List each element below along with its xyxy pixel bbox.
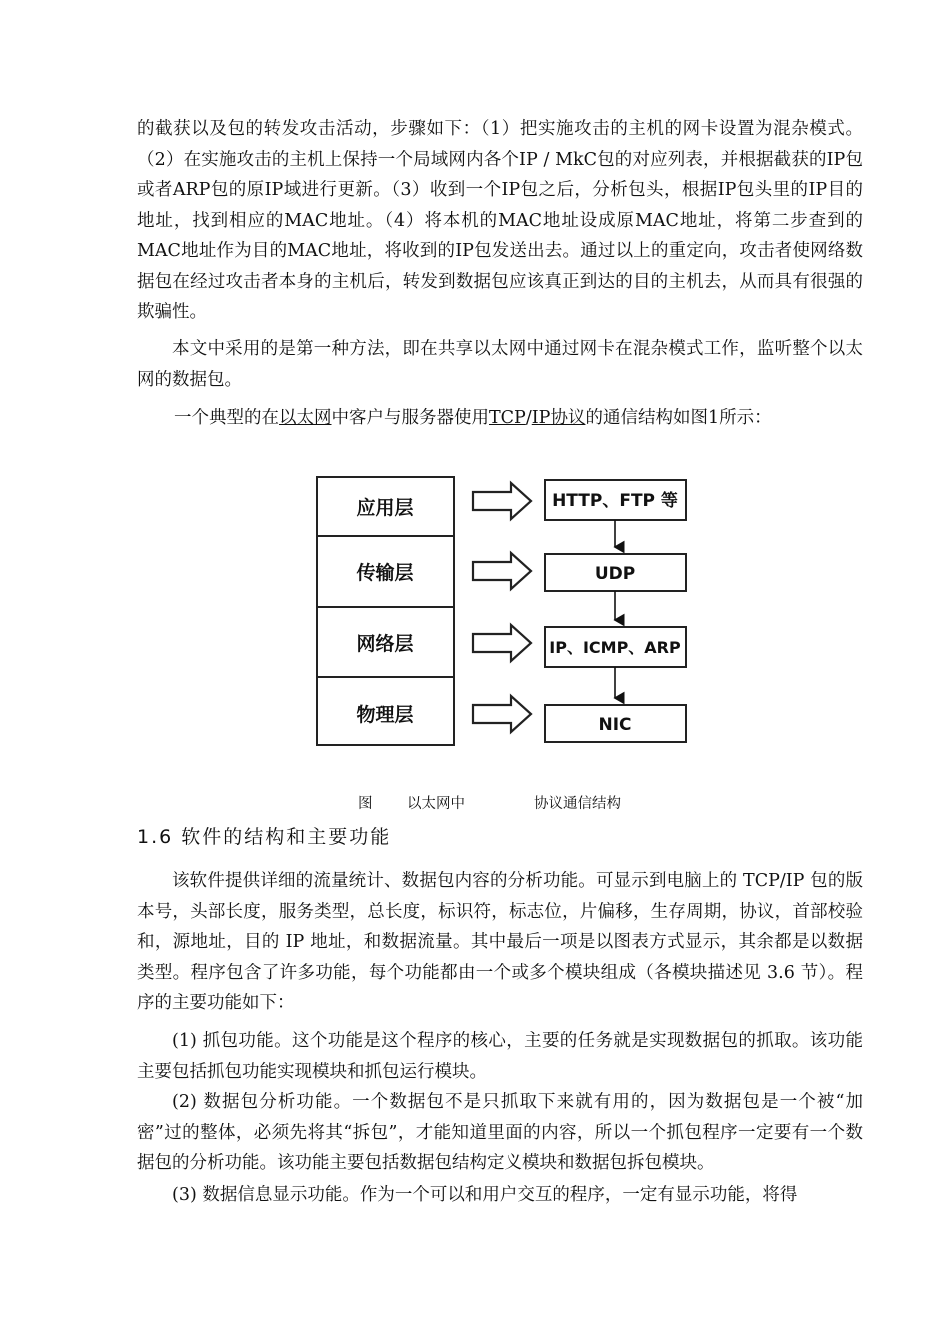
block-arrow-icon: [473, 696, 531, 732]
body-paragraph-1: 该软件提供详细的流量统计、数据包内容的分析功能。可显示到电脑上的 TCP/IP 包的版本号，头部长度，服务类型，总长度，标识符，标志位，片偏移，生存周期，协议，首部校验和，源地址，目的 IP 地址，和数据流量。其中最后一项是以图表方式显示，其余都是以数据类型。程序包含了许多功能，每个功能都由一个或多个模块组成（各模块描述见 3.6 节）。程序的主要功能如下：: [137, 871, 863, 1013]
protocol-http-ftp: HTTP、FTP 等: [552, 491, 678, 511]
intro-text-middle: 中客户与服务器使用: [331, 408, 489, 428]
layer-transport: 传输层: [356, 562, 414, 584]
protocol-nic: NIC: [598, 715, 632, 735]
protocol-link[interactable]: 协议: [550, 408, 586, 428]
figure-caption-part2: 协议通信结构: [534, 796, 621, 812]
ip-link[interactable]: IP: [531, 408, 551, 428]
method-paragraph: 本文中采用的是第一种方法，即在共享以太网中通过网卡在混杂模式工作，监听整个以太网的数据包。: [137, 339, 863, 390]
intro-sentence: [174, 403, 874, 434]
section-heading: 1.6 软件的结构和主要功能: [137, 826, 392, 848]
figure-svg: [293, 447, 728, 780]
tcpip-structure-figure: [293, 447, 728, 780]
tcp-link[interactable]: TCP: [489, 408, 526, 428]
body-paragraph-2: (1) 抓包功能。这个功能是这个程序的核心，主要的任务就是实现数据包的抓取。该功能主要包括抓包功能实现模块和抓包运行模块。: [137, 1031, 863, 1082]
layer-physical: 物理层: [356, 704, 414, 726]
figure-caption-label: 图: [358, 796, 373, 812]
protocol-udp: UDP: [594, 564, 636, 584]
layer-network: 网络层: [356, 633, 414, 655]
layer-application: 应用层: [356, 497, 414, 519]
figure-caption-part1: 以太网中: [407, 796, 465, 812]
body-paragraph-3: (2) 数据包分析功能。一个数据包不是只抓取下来就有用的，因为数据包是一个被“加密”过的整体，必须先将其“拆包”，才能知道里面的内容，所以一个抓包程序一定要有一个数据包的分析功能。该功能主要包括数据包结构定义模块和数据包拆包模块。: [137, 1092, 863, 1173]
intro-text-before: 一个典型的在: [174, 408, 279, 428]
block-arrow-icon: [473, 483, 531, 519]
protocol-ip-icmp-arp: IP、ICMP、ARP: [549, 638, 681, 657]
body-paragraph-4: (3) 数据信息显示功能。作为一个可以和用户交互的程序，一定有显示功能，将得: [172, 1185, 798, 1205]
intro-text-after: 的通信结构如图1所示：: [585, 408, 772, 428]
ethernet-link[interactable]: 以太网: [279, 408, 332, 428]
top-paragraph: 的截获以及包的转发攻击活动，步骤如下：（1）把实施攻击的主机的网卡设置为混杂模式。（2）在实施攻击的主机上保持一个局域网内各个IP / MkC包的对应列表，并根据截获的IP包或者ARP包的原IP域进行更新。（3）收到一个IP包之后，分析包头，根据IP包头里的IP目的地址，找到相应的MAC地址。（4）将本机的MAC地址设成原MAC地址，将第二步查到的MAC地址作为目的MAC地址，将收到的IP包发送出去。通过以上的重定向，攻击者使网络数据包在经过攻击者本身的主机后，转发到数据包应该真正到达的目的主机去，从而具有很强的欺骗性。: [137, 119, 863, 322]
block-arrow-icon: [473, 553, 531, 589]
slash-text: /: [525, 408, 532, 428]
block-arrow-icon: [473, 625, 531, 661]
